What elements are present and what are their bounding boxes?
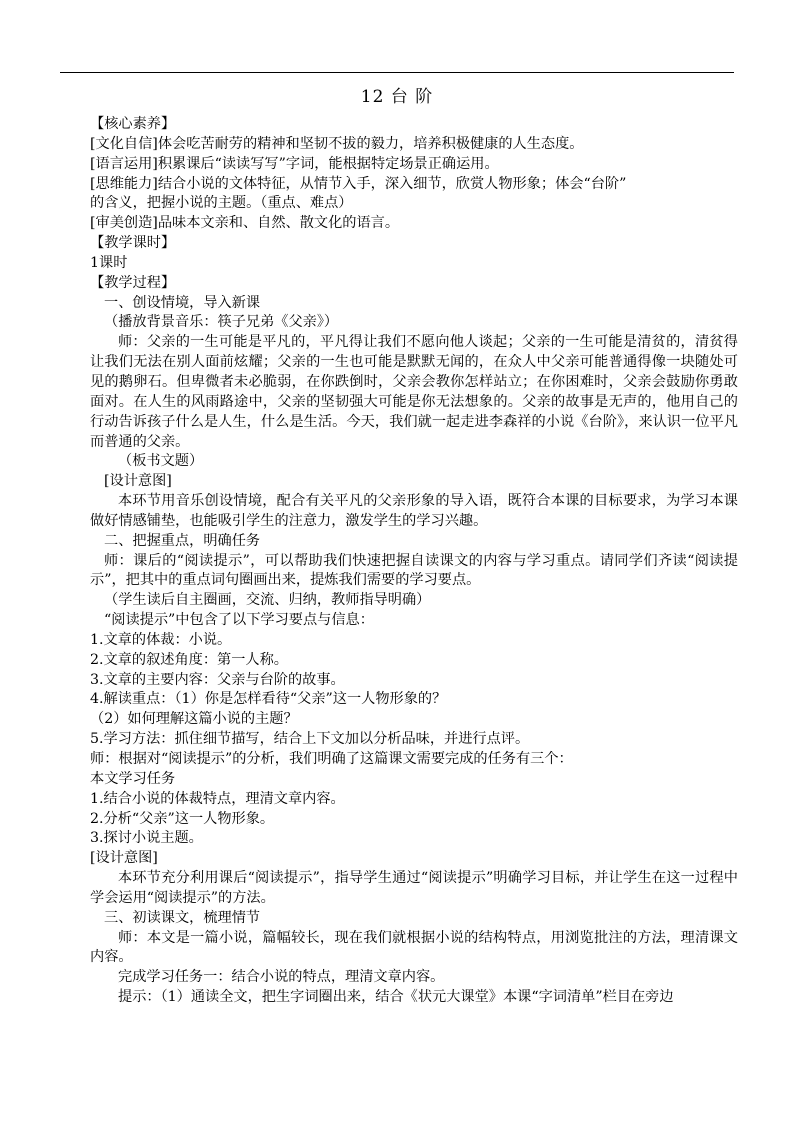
task-item: 1.结合小说的体裁特点，理清文章内容。: [90, 790, 345, 807]
list-item: 1.文章的体裁：小说。: [90, 631, 232, 648]
list-item: 5.学习方法：抓住细节描写，结合上下文加以分析品味，并进行点评。: [90, 731, 530, 748]
class-hours-value: 1课时: [90, 254, 128, 271]
core-item-thinking: [思维能力]结合小说的文体特征，从情节入手，深入细节，欣赏人物形象；体会“台阶”: [90, 175, 627, 192]
section-3-tip: 提示：（1）通读全文，把生字词圈出来，结合《状元大课堂》本课“字词清单”栏目在旁边: [118, 989, 674, 1006]
section-1-note: （播放背景音乐：筷子兄弟《父亲》）: [104, 314, 339, 331]
core-item-language: [语言运用]积累课后“读读写写”字词，能根据特定场景正确运用。: [90, 155, 499, 172]
section-2-note: （学生读后自主圈画，交流、归纳，教师指导明确）: [104, 592, 431, 609]
design-intent-label-2: [设计意图]: [90, 850, 158, 867]
section-1-board-note: （板书文题）: [118, 453, 204, 470]
heading-class-hours: 【教学课时】: [90, 235, 176, 252]
core-item-culture: [文化自信]体会吃苦耐劳的精神和坚韧不拔的毅力，培养积极健康的人生态度。: [90, 135, 584, 152]
section-1-heading: 一、创设情境，导入新课: [104, 294, 261, 311]
list-item: 2.文章的叙述角度：第一人称。: [90, 651, 288, 668]
heading-core-literacy: 【核心素养】: [90, 116, 176, 132]
section-1-paragraph: 师：父亲的一生可能是平凡的，平凡得让我们不愿向他人谈起；父亲的一生可能是清贫的，清贫得让我们无法在别人面前炫耀；父亲的一生也可能是默默无闻的，在众人中父亲可能普通得像一块随处可见的鹅卵石。但卑微者未必脆弱，在你跌倒时，父亲会教你怎样站立；在你困难时，父亲会鼓励你勇敢面对。在人生的风雨路途中，父亲的坚韧强大可能是你无法想象的。父亲的故事是无声的，他用自己的行动告诉孩子什么是人生，什么是生活。今天，我们就一起走进李森祥的小说《台阶》，来认识一位平凡而普通的父亲。: [90, 334, 738, 450]
design-intent-text-1: 本环节用音乐创设情境，配合有关平凡的父亲形象的导入语，既符合本课的目标要求，为学习本课做好情感铺垫，也能吸引学生的注意力，激发学生的学习兴趣。: [90, 493, 738, 529]
page-title: 12 台 阶: [360, 87, 434, 107]
section-3-task: 完成学习任务一：结合小说的特点，理清文章内容。: [118, 969, 445, 986]
section-2-heading: 二、把握重点，明确任务: [104, 532, 261, 549]
core-item-thinking-cont: 的含义，把握小说的主题。（重点、难点）: [90, 195, 353, 212]
list-item: 4.解读重点：（1）你是怎样看待“父亲”这一人物形象的？: [90, 691, 447, 708]
section-3-heading: 三、初读课文，梳理情节: [104, 909, 261, 926]
list-item: 3.文章的主要内容：父亲与台阶的故事。: [90, 671, 345, 688]
heading-teaching-process: 【教学过程】: [90, 274, 176, 291]
section-2-paragraph: 师：课后的“阅读提示”，可以帮助我们快速把握自读课文的内容与学习重点。请同学们齐读“阅读提示”，把其中的重点词句圈画出来，提炼我们需要的学习要点。: [90, 552, 738, 589]
task-item: 3.探讨小说主题。: [90, 830, 203, 847]
design-intent-text-2: 本环节充分利用课后“阅读提示”，指导学生通过“阅读提示”明确学习目标，并让学生在这一过程中学会运用“阅读提示”的方法。: [90, 870, 738, 906]
section-2-paragraph-2: 师：根据对“阅读提示”的分析，我们明确了这篇课文需要完成的任务有三个：: [90, 751, 573, 767]
section-3-paragraph: 师：本文是一篇小说，篇幅较长，现在我们就根据小说的结构特点，用浏览批注的方法，理清课文内容。: [90, 929, 738, 966]
section-2-intro: “阅读提示”中包含了以下学习要点与信息：: [104, 612, 374, 629]
document-body: [90, 115, 738, 1008]
header-rule: [60, 72, 734, 73]
task-heading: 本文学习任务: [90, 770, 176, 787]
task-item: 2.分析“父亲”这一人物形象。: [90, 810, 275, 827]
list-item: （2）如何理解这篇小说的主题？: [90, 711, 298, 728]
design-intent-label-1: [设计意图]: [104, 473, 172, 490]
core-item-aesthetic: [审美创造]品味本文亲和、自然、散文化的语言。: [90, 215, 400, 232]
